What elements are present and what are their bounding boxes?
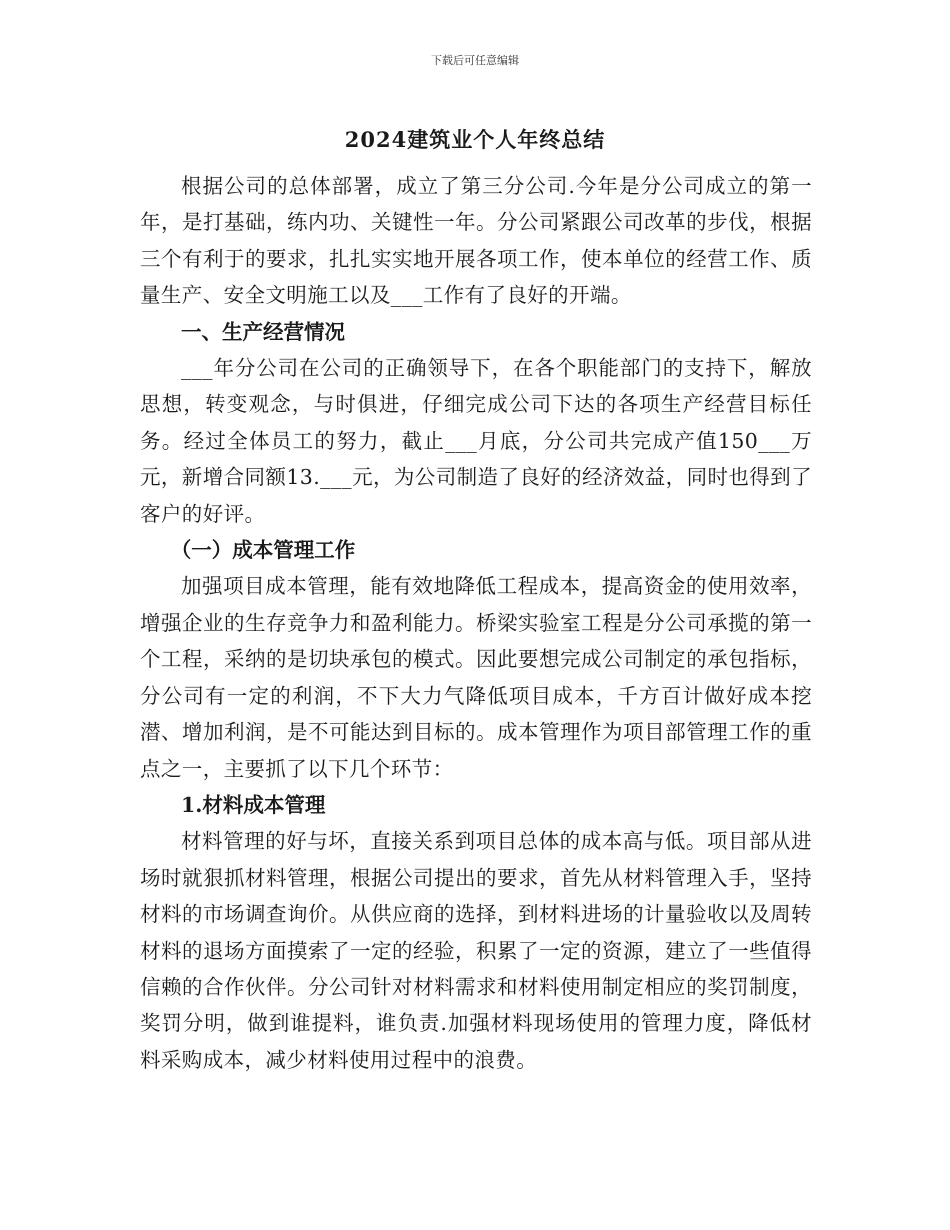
- document-title: 2024建筑业个人年终总结: [344, 127, 606, 152]
- item-heading-material: 1.材料成本管理: [181, 792, 326, 817]
- intro-paragraph: 根据公司的总体部署，成立了第三分公司.今年是分公司成立的第一年，是打基础，练内功、关键性一年。分公司紧跟公司改革的步伐，根据三个有利于的要求，扎扎实实地开展各项工作，使本单位的经营工作、质量生产、安全文明施工以及___工作有了良好的开端。: [140, 174, 812, 308]
- cost-paragraph: 加强项目成本管理，能有效地降低工程成本，提高资金的使用效率，增强企业的生存竞争力和盈利能力。桥梁实验室工程是分公司承揽的第一个工程，采纳的是切块承包的模式。因此要想完成公司制定的承包指标，分公司有一定的利润，不下大力气降低项目成本，千方百计做好成本挖潜、增加利润，是不可能达到目标的。成本管理作为项目部管理工作的重点之一，主要抓了以下几个环节：: [140, 574, 812, 781]
- subsection-heading-cost: （一）成本管理工作: [170, 538, 356, 563]
- material-paragraph: 材料管理的好与坏，直接关系到项目总体的成本高与低。项目部从进场时就狠抓材料管理，根据公司提出的要求，首先从材料管理入手，坚持材料的市场调查询价。从供应商的选择，到材料进场的计量验收以及周转材料的退场方面摸索了一定的经验，积累了一定的资源，建立了一些值得信赖的合作伙伴。分公司针对材料需求和材料使用制定相应的奖罚制度，奖罚分明，做到谁提料，谁负责.加强材料现场使用的管理力度，降低材料采购成本，减少材料使用过程中的浪费。: [140, 829, 812, 1072]
- document-body: [140, 168, 812, 1078]
- production-paragraph: ___年分公司在公司的正确领导下，在各个职能部门的支持下，解放思想，转变观念，与时俱进，仔细完成公司下达的各项生产经营目标任务。经过全体员工的努力，截止___月底，分公司共完成产值150___万元，新增合同额13.___元，为公司制造了良好的经济效益，同时也得到了客户的好评。: [140, 356, 812, 526]
- header-note: 下载后可任意编辑: [431, 54, 519, 67]
- section-heading-production: 一、生产经营情况: [181, 319, 345, 344]
